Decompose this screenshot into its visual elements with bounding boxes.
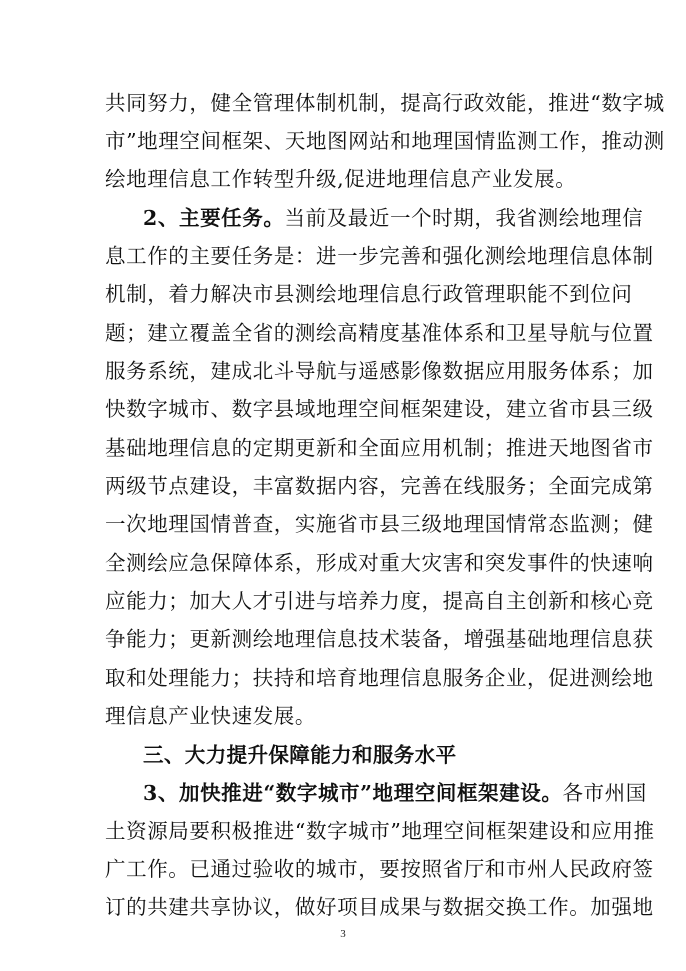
subsection-heading: 3、加快推进“数字城市”地理空间框架建设。 <box>143 781 563 805</box>
paragraph-line: 快数字城市、数字县域地理空间框架建设，建立省市县三级 <box>105 397 654 421</box>
section-title: 三、大力提升保障能力和服务水平 <box>143 743 457 767</box>
paragraph-line: 共同努力，健全管理体制机制，提高行政效能，推进“数字城 <box>105 91 665 115</box>
paragraph-line: 服务系统，建成北斗导航与遥感影像数据应用服务体系；加 <box>105 359 654 383</box>
paragraph-line: 争能力；更新测绘地理信息技术装备，增强基础地理信息获 <box>105 627 654 651</box>
paragraph-line: 绘地理信息工作转型升级,促进地理信息产业发展。 <box>105 167 577 191</box>
page-number: 3 <box>340 928 346 940</box>
paragraph-text: 各市州国 <box>562 781 647 805</box>
paragraph-text: 当前及最近一个时期，我省测绘地理信 <box>284 206 644 230</box>
paragraph-first-line <box>143 776 647 810</box>
paragraph-first-line <box>143 201 644 235</box>
subsection-heading: 2、主要任务。 <box>143 206 285 230</box>
paragraph-line: 土资源局要积极推进“数字城市”地理空间框架建设和应用推 <box>105 819 655 843</box>
paragraph-line: 广工作。已通过验收的城市，要按照省厅和市州人民政府签 <box>105 857 654 881</box>
paragraph-line: 息工作的主要任务是：进一步完善和强化测绘地理信息体制 <box>105 244 654 268</box>
paragraph-line: 应能力；加大人才引进与培养力度，提高自主创新和核心竞 <box>105 589 654 613</box>
paragraph-line: 市”地理空间框架、天地图网站和地理国情监测工作，推动测 <box>105 129 665 153</box>
paragraph-line: 一次地理国情普查，实施省市县三级地理国情常态监测；健 <box>105 512 654 536</box>
paragraph-line: 两级节点建设，丰富数据内容，完善在线服务；全面完成第 <box>105 474 654 498</box>
paragraph-line: 理信息产业快速发展。 <box>105 704 316 728</box>
paragraph-line: 取和处理能力；扶持和培育地理信息服务企业，促进测绘地 <box>105 666 654 690</box>
paragraph-line: 基础地理信息的定期更新和全面应用机制；推进天地图省市 <box>105 436 654 460</box>
paragraph-line: 订的共建共享协议，做好项目成果与数据交换工作。加强地 <box>105 895 654 919</box>
paragraph-line: 全测绘应急保障体系，形成对重大灾害和突发事件的快速响 <box>105 551 654 575</box>
paragraph-line: 机制，着力解决市县测绘地理信息行政管理职能不到位问 <box>105 282 633 306</box>
paragraph-line: 题；建立覆盖全省的测绘高精度基准体系和卫星导航与位置 <box>105 321 654 345</box>
